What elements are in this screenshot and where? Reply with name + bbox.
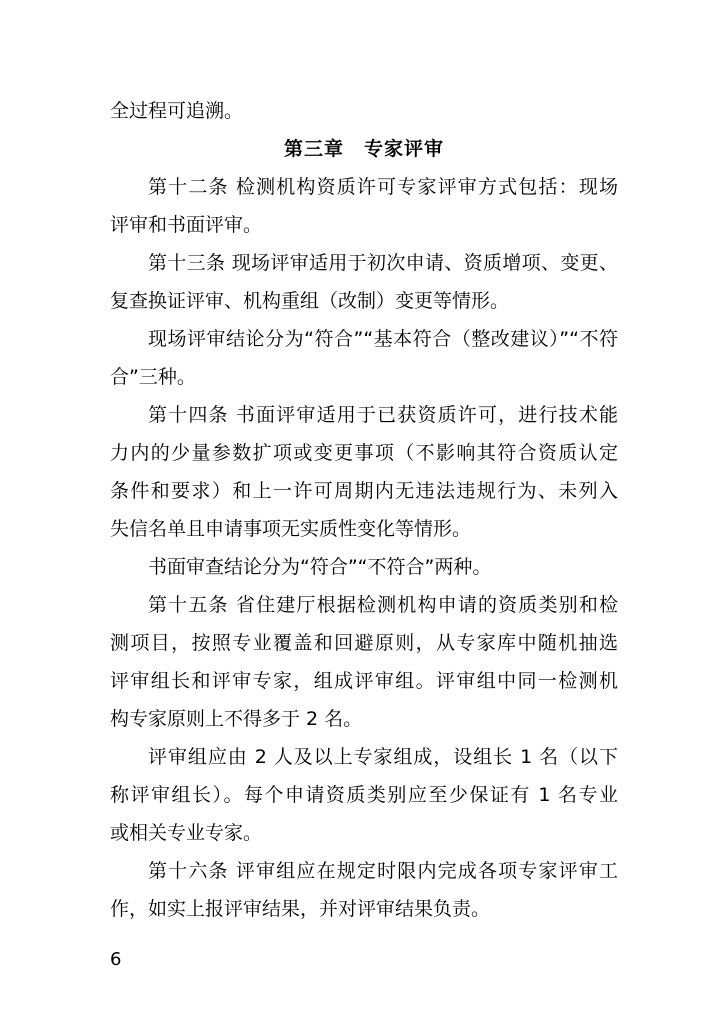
article-14-line-2: 力内的少量参数扩项或变更事项（不影响其符合资质认定: [110, 442, 618, 464]
article-12-line-1: 第十二条 检测机构资质许可专家评审方式包括：现场: [148, 176, 618, 198]
review-group-line-1: 评审组应由 2 人及以上专家组成，设组长 1 名（以下: [148, 746, 618, 768]
page-number: 6: [110, 949, 122, 970]
written-conclusion-line: 书面审查结论分为“符合”“不符合”两种。: [148, 556, 492, 578]
article-15-line-4: 构专家原则上不得多于 2 名。: [110, 708, 363, 730]
article-12-line-2: 评审和书面评审。: [110, 214, 263, 236]
article-16-line-2: 作，如实上报评审结果，并对评审结果负责。: [110, 898, 491, 920]
onsite-conclusion-line-2: 合”三种。: [110, 366, 196, 388]
article-13-line-1: 第十三条 现场评审适用于初次申请、资质增项、变更、: [148, 252, 618, 274]
review-group-line-3: 或相关专业专家。: [110, 822, 263, 844]
onsite-conclusion-line-1: 现场评审结论分为“符合”“基本符合（整改建议）”“不符: [148, 328, 618, 350]
article-13-line-2: 复查换证评审、机构重组（改制）变更等情形。: [110, 290, 510, 312]
article-15-line-2: 测项目，按照专业覆盖和回避原则，从专家库中随机抽选: [110, 632, 618, 654]
article-15-line-1: 第十五条 省住建厅根据检测机构申请的资质类别和检: [148, 594, 618, 616]
review-group-line-2: 称评审组长）。每个申请资质类别应至少保证有 1 名专业: [110, 784, 618, 806]
article-16-line-1: 第十六条 评审组应在规定时限内完成各项专家评审工: [148, 860, 618, 882]
article-15-line-3: 评审组长和评审专家，组成评审组。评审组中同一检测机: [110, 670, 618, 692]
document-body: [110, 92, 618, 928]
article-14-line-4: 失信名单且申请事项无实质性变化等情形。: [110, 518, 472, 540]
paragraph-line: 全过程可追溯。: [110, 100, 244, 122]
article-14-line-3: 条件和要求）和上一许可周期内无违法违规行为、未列入: [110, 480, 618, 502]
chapter-heading: 第三章 专家评审: [283, 138, 444, 160]
article-14-line-1: 第十四条 书面评审适用于已获资质许可，进行技术能: [148, 404, 618, 426]
